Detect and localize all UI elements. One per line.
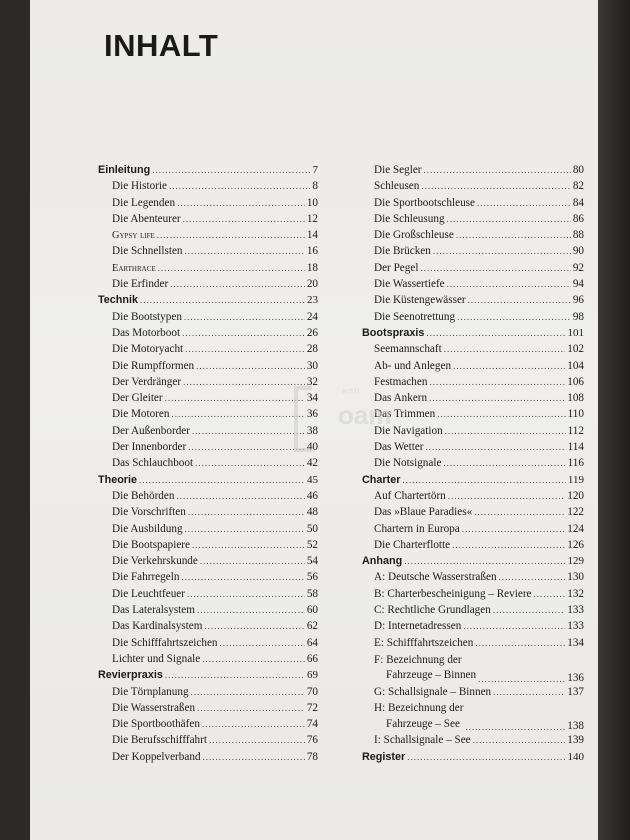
toc-entry-title: Earthrace: [112, 262, 156, 274]
toc-dot-leader: [493, 687, 565, 697]
toc-entry-title: C: Rechtliche Grundlagen: [374, 604, 491, 617]
toc-entry-title: Die Navigation: [374, 424, 443, 437]
toc-page-number: 90: [572, 245, 584, 258]
toc-dot-leader: [475, 638, 565, 648]
toc-entry-title: Der Koppelverband: [112, 750, 201, 763]
toc-page-number: 84: [572, 196, 584, 209]
toc-dot-leader: [499, 572, 566, 582]
toc-entry-title: Die Behörden: [112, 489, 175, 502]
toc-page-number: 70: [306, 685, 318, 698]
toc-page-number: 133: [567, 604, 584, 617]
toc-entry-title: Bootspraxis: [362, 326, 425, 339]
toc-dot-leader: [188, 442, 305, 452]
toc-entry: [362, 653, 584, 686]
toc-dot-leader: [448, 491, 565, 501]
toc-entry: [98, 327, 318, 343]
toc-entry-title: Die Verkehrskunde: [112, 555, 198, 568]
toc-entry-title: Seemannschaft: [374, 343, 442, 356]
toc-entry: [98, 408, 318, 424]
toc-page-number: 26: [306, 326, 318, 339]
toc-dot-leader: [177, 198, 305, 208]
toc-entry-title: Die Bootstypen: [112, 310, 182, 323]
toc-dot-leader: [402, 475, 566, 485]
toc-page-number: 133: [567, 620, 584, 633]
toc-dot-leader: [140, 295, 305, 305]
toc-dot-leader: [437, 409, 565, 419]
toc-entry-title: Theorie: [98, 473, 137, 486]
toc-page-number: 126: [567, 538, 584, 551]
toc-page-number: 72: [306, 701, 318, 714]
toc-entry-title: Die Brücken: [374, 245, 431, 258]
toc-entry-title: Die Ausbildung: [112, 522, 183, 535]
toc-entry-title: E: Schifffahrtszeichen: [374, 636, 474, 649]
toc-entry: [362, 311, 584, 327]
toc-page-number: 134: [567, 636, 584, 649]
toc-page-number: 102: [567, 343, 584, 356]
toc-page-number: 119: [567, 473, 584, 486]
toc-entry: [98, 555, 318, 571]
toc-entry: [98, 197, 318, 213]
toc-entry-title: Das »Blaue Paradies«: [374, 506, 473, 519]
toc-entry-title-line: Fahrzeuge – See: [386, 717, 460, 730]
toc-page-number: 88: [572, 229, 584, 242]
toc-page-number: 30: [306, 359, 318, 372]
toc-dot-leader: [171, 409, 304, 419]
toc-entry-title: Die Seenotrettung: [374, 310, 456, 323]
toc-page-number: 23: [307, 294, 318, 307]
toc-dot-leader: [404, 556, 565, 566]
toc-page-number: 114: [567, 441, 584, 454]
toc-entry-title: Die Berufsschifffahrt: [112, 734, 207, 747]
toc-dot-leader: [204, 621, 304, 631]
toc-entry: [362, 702, 584, 735]
toc-dot-leader: [196, 361, 305, 371]
toc-entry: [98, 180, 318, 196]
toc-page-number: 120: [567, 489, 584, 502]
toc-entry: [98, 262, 318, 278]
toc-entry-title: Technik: [98, 294, 138, 307]
toc-dot-leader: [192, 426, 305, 436]
toc-entry: [362, 229, 584, 245]
toc-entry-title: Einleitung: [98, 164, 151, 176]
toc-entry: [98, 734, 318, 750]
toc-dot-leader: [192, 540, 305, 550]
toc-dot-leader: [185, 524, 305, 534]
toc-entry-title: Die Historie: [112, 180, 167, 193]
toc-entry-title: Die Charterflotte: [374, 538, 451, 551]
toc-dot-leader: [457, 312, 571, 322]
toc-entry: [362, 457, 584, 473]
toc-entry: [98, 620, 318, 636]
toc-dot-leader: [426, 328, 565, 338]
toc-entry: [362, 588, 584, 604]
toc-entry: [98, 523, 318, 539]
toc-entry-title: Die Leuchtfeuer: [112, 587, 185, 600]
page-title: INHALT: [104, 28, 219, 63]
toc-dot-leader: [424, 165, 571, 175]
toc-entry-title: Die Schifffahrtszeichen: [112, 636, 218, 649]
watermark-logo: [294, 382, 424, 450]
toc-page-number: 48: [306, 506, 318, 519]
toc-entry-title: A: Deutsche Wasserstraßen: [374, 571, 497, 584]
toc-entry: [362, 262, 584, 278]
toc-entry-title: Der Außenborder: [112, 424, 190, 437]
toc-dot-leader: [447, 279, 571, 289]
toc-page-number: 40: [306, 441, 318, 454]
toc-entry: [362, 620, 584, 636]
toc-entry-title: Die Sportboothäfen: [112, 718, 200, 731]
toc-entry: [362, 245, 584, 261]
toc-entry: [98, 637, 318, 653]
toc-entry-title: Der Innenborder: [112, 441, 187, 454]
toc-page-number: 54: [306, 555, 318, 568]
toc-entry: [362, 571, 584, 587]
toc-entry-title: Lichter und Signale: [112, 652, 201, 665]
toc-dot-leader: [477, 198, 571, 208]
toc-dot-leader: [184, 312, 305, 322]
toc-page-number: 69: [307, 669, 318, 682]
toc-section-heading: [362, 555, 584, 571]
toc-page-number: 52: [306, 538, 318, 551]
toc-page-number: 124: [567, 522, 584, 535]
toc-entry-title: Die Schleusung: [374, 212, 445, 225]
toc-entry-title: Die Segler: [374, 164, 422, 176]
toc-dot-leader: [176, 491, 304, 501]
toc-entry-title: Die Küstengewässer: [374, 294, 466, 307]
toc-section-heading: [362, 474, 584, 490]
toc-entry: [98, 653, 318, 669]
toc-page-number: 130: [567, 571, 584, 584]
toc-entry: [362, 506, 584, 522]
toc-entry-title: Der Verdränger: [112, 375, 182, 388]
toc-entry: [362, 278, 584, 294]
toc-entry-title: Die Sportbootschleuse: [374, 196, 475, 209]
toc-page-number: 60: [306, 604, 318, 617]
toc-page-number: 24: [306, 310, 318, 323]
toc-entry-title: Das Trimmen: [374, 408, 436, 421]
toc-entry-title: I: Schallsignale – See: [374, 734, 471, 747]
toc-dot-leader: [426, 442, 566, 452]
toc-page-number: 74: [306, 718, 318, 731]
toc-entry: [98, 229, 318, 245]
toc-dot-leader: [456, 230, 571, 240]
toc-page-number: 10: [306, 196, 318, 209]
toc-dot-leader: [165, 393, 305, 403]
toc-page-number: 94: [572, 278, 584, 291]
toc-entry-title: Chartern in Europa: [374, 522, 460, 535]
toc-entry-title: D: Internetadressen: [374, 620, 462, 633]
toc-left-column: [98, 164, 318, 767]
toc-dot-leader: [420, 263, 570, 273]
watermark-big-text: oam: [338, 400, 392, 430]
toc-dot-leader: [534, 589, 566, 599]
toc-right-column: [362, 164, 584, 767]
toc-entry: [362, 686, 584, 702]
toc-entry: [98, 278, 318, 294]
toc-entry-title: Die Vorschriften: [112, 506, 186, 519]
toc-entry: [98, 457, 318, 473]
toc-dot-leader: [152, 165, 310, 175]
toc-dot-leader: [478, 674, 565, 684]
toc-dot-leader: [197, 605, 305, 615]
toc-entry-title: Die Legenden: [112, 196, 176, 209]
toc-section-heading: [98, 164, 318, 180]
toc-entry: [98, 506, 318, 522]
toc-page-number: 62: [306, 620, 318, 633]
toc-entry-title: [362, 653, 476, 684]
toc-page-number: 137: [567, 685, 584, 698]
toc-page-number: 129: [567, 555, 584, 568]
toc-entry-title: Das Kardinalsystem: [112, 620, 203, 633]
toc-entry: [98, 311, 318, 327]
toc-section-heading: [362, 327, 584, 343]
toc-dot-leader: [139, 475, 305, 485]
toc-entry-title-line: Fahrzeuge – Binnen: [386, 669, 477, 681]
toc-dot-leader: [185, 246, 305, 256]
toc-dot-leader: [443, 458, 565, 468]
toc-page-number: 112: [567, 424, 584, 437]
watermark-small-text: anti: [342, 386, 361, 396]
toc-entry: [98, 751, 318, 767]
toc-dot-leader: [200, 556, 305, 566]
toc-dot-leader: [191, 687, 305, 697]
toc-entry-title: Charter: [362, 473, 401, 486]
toc-dot-leader: [468, 295, 571, 305]
toc-entry-title: Die Abenteurer: [112, 212, 181, 225]
toc-section-heading: [98, 294, 318, 310]
toc-section-heading: [98, 474, 318, 490]
toc-entry-title: Der Pegel: [374, 261, 419, 274]
toc-entry-title: Das Motorboot: [112, 326, 181, 339]
toc-entry-title: Die Rumpfformen: [112, 359, 195, 372]
toc-page-number: 16: [306, 245, 318, 258]
toc-page-number: 45: [307, 473, 318, 486]
toc-entry-title: Die Notsignale: [374, 457, 442, 470]
toc-page-number: 82: [572, 180, 584, 193]
toc-page-number: 58: [306, 587, 318, 600]
toc-entry: [98, 604, 318, 620]
toc-dot-leader: [170, 279, 305, 289]
toc-dot-leader: [220, 638, 305, 648]
toc-page-number: 132: [567, 587, 584, 600]
toc-entry-title-line: H: Bezeichnung der: [374, 702, 464, 715]
toc-entry: [98, 392, 318, 408]
toc-entry: [362, 343, 584, 359]
toc-page-number: 96: [572, 294, 584, 307]
toc-entry: [362, 294, 584, 310]
toc-dot-leader: [463, 621, 565, 631]
toc-dot-leader: [445, 426, 566, 436]
toc-entry-title: Die Bootspapiere: [112, 538, 190, 551]
toc-entry: [98, 376, 318, 392]
toc-entry: [98, 441, 318, 457]
toc-entry-title: Die Motoryacht: [112, 343, 184, 356]
toc-page-number: 66: [306, 652, 318, 665]
toc-page-number: 101: [567, 326, 584, 339]
toc-section-heading: [362, 751, 584, 767]
toc-page-number: 76: [306, 734, 318, 747]
toc-entry-title: Gypsy life: [112, 230, 155, 242]
toc-page-number: 104: [567, 359, 584, 372]
toc-entry-title: [362, 701, 463, 732]
toc-dot-leader: [465, 722, 565, 732]
toc-entry: [98, 490, 318, 506]
toc-page-number: 64: [306, 636, 318, 649]
toc-entry-title: Anhang: [362, 555, 403, 568]
toc-entry: [98, 343, 318, 359]
toc-dot-leader: [183, 214, 305, 224]
toc-entry-title: Schleusen: [374, 180, 420, 193]
toc-page-number: 98: [572, 310, 584, 323]
toc-dot-leader: [474, 507, 565, 517]
toc-dot-leader: [158, 263, 305, 273]
toc-entry-title: Die Motoren: [112, 408, 170, 421]
toc-dot-leader: [202, 719, 305, 729]
toc-page-number: 138: [567, 720, 584, 733]
watermark-bracket: [294, 386, 312, 452]
toc-dot-leader: [493, 605, 565, 615]
toc-entry-title: Das Wetter: [374, 441, 424, 454]
toc-page-number: 46: [306, 489, 318, 502]
toc-entry: [98, 702, 318, 718]
toc-page-number: 139: [567, 734, 584, 747]
toc-dot-leader: [165, 670, 305, 680]
toc-entry-title: Die Schnellsten: [112, 245, 183, 258]
toc-entry: [362, 164, 584, 180]
toc-page-number: 36: [306, 408, 318, 421]
toc-page-number: 110: [567, 408, 584, 421]
toc-entry: [98, 718, 318, 734]
toc-page-number: 14: [306, 229, 318, 242]
toc-entry-title: Revierpraxis: [98, 669, 163, 682]
toc-dot-leader: [202, 654, 305, 664]
toc-entry: [362, 197, 584, 213]
toc-page-number: 34: [306, 392, 318, 405]
toc-page-number: 8: [312, 180, 318, 193]
toc-page-number: 28: [306, 343, 318, 356]
toc-page-number: 12: [306, 212, 318, 225]
toc-entry: [362, 490, 584, 506]
toc-page-number: 106: [567, 375, 584, 388]
toc-dot-leader: [197, 703, 305, 713]
toc-entry: [98, 245, 318, 261]
toc-entry-title: Das Ankern: [374, 392, 428, 405]
toc-entry-title: G: Schallsignale – Binnen: [374, 685, 492, 698]
toc-dot-leader: [447, 214, 571, 224]
toc-page-number: 56: [306, 571, 318, 584]
toc-entry-title: Die Erfinder: [112, 278, 169, 291]
toc-dot-leader: [462, 524, 565, 534]
toc-entry-title: B: Charterbescheinigung – Reviere: [374, 587, 532, 600]
toc-dot-leader: [157, 230, 305, 240]
toc-page-number: 80: [572, 164, 584, 176]
toc-dot-leader: [195, 458, 305, 468]
toc-entry: [362, 180, 584, 196]
toc-page-number: 50: [306, 522, 318, 535]
toc-entry-title: Die Wassertiefe: [374, 278, 445, 291]
toc-entry: [98, 571, 318, 587]
toc-entry-title: Das Schlauchboot: [112, 457, 194, 470]
toc-entry-title: Festmachen: [374, 375, 428, 388]
toc-page-number: 7: [312, 164, 318, 176]
toc-dot-leader: [407, 752, 565, 762]
toc-page-number: 20: [306, 278, 318, 291]
toc-entry-title: Die Fahrregeln: [112, 571, 180, 584]
toc-page-number: 78: [306, 750, 318, 763]
book-page: [30, 0, 598, 840]
toc-page-number: 140: [567, 750, 584, 763]
toc-dot-leader: [433, 246, 571, 256]
toc-dot-leader: [473, 735, 566, 745]
toc-entry-title: Register: [362, 750, 406, 763]
toc-dot-leader: [185, 344, 305, 354]
toc-page-number: 18: [306, 261, 318, 274]
toc-entry: [362, 734, 584, 750]
toc-entry-title: Ab- und Anlegen: [374, 359, 452, 372]
toc-dot-leader: [452, 540, 565, 550]
toc-section-heading: [98, 669, 318, 685]
toc-page-number: 38: [306, 424, 318, 437]
toc-entry: [362, 637, 584, 653]
toc-entry: [98, 425, 318, 441]
toc-entry: [98, 686, 318, 702]
toc-entry: [362, 213, 584, 229]
toc-page-number: 122: [567, 506, 584, 519]
toc-dot-leader: [181, 572, 304, 582]
toc-page-number: 116: [567, 457, 584, 470]
toc-page-number: 136: [567, 671, 584, 684]
toc-dot-leader: [188, 507, 305, 517]
toc-page-number: 92: [572, 261, 584, 274]
toc-entry: [362, 604, 584, 620]
toc-page-number: 108: [567, 392, 584, 405]
toc-entry-title: Die Wasserstraßen: [112, 701, 196, 714]
toc-entry-title: Die Großschleuse: [374, 229, 454, 242]
toc-entry-title: Der Gleiter: [112, 392, 163, 405]
toc-dot-leader: [169, 181, 310, 191]
toc-dot-leader: [421, 181, 570, 191]
toc-entry: [98, 588, 318, 604]
page-edge-shadow: [598, 0, 630, 840]
toc-dot-leader: [209, 735, 305, 745]
toc-page-number: 42: [306, 457, 318, 470]
toc-entry: [98, 539, 318, 555]
toc-entry: [98, 213, 318, 229]
toc-dot-leader: [203, 752, 305, 762]
toc-dot-leader: [444, 344, 565, 354]
toc-entry-title-line: F: Bezeichnung der: [374, 653, 462, 666]
toc-dot-leader: [429, 377, 565, 387]
toc-entry: [362, 539, 584, 555]
toc-dot-leader: [429, 393, 565, 403]
toc-entry: [98, 360, 318, 376]
toc-entry-title: Das Lateralsystem: [112, 604, 195, 617]
toc-dot-leader: [453, 361, 565, 371]
toc-entry-title: Auf Chartertörn: [374, 489, 446, 502]
toc-dot-leader: [182, 328, 305, 338]
toc-page-number: 32: [306, 375, 318, 388]
toc-page-number: 86: [572, 212, 584, 225]
toc-dot-leader: [183, 377, 305, 387]
toc-entry: [362, 523, 584, 539]
toc-entry: [362, 360, 584, 376]
toc-dot-leader: [187, 589, 305, 599]
toc-entry-title: Die Törnplanung: [112, 685, 189, 698]
